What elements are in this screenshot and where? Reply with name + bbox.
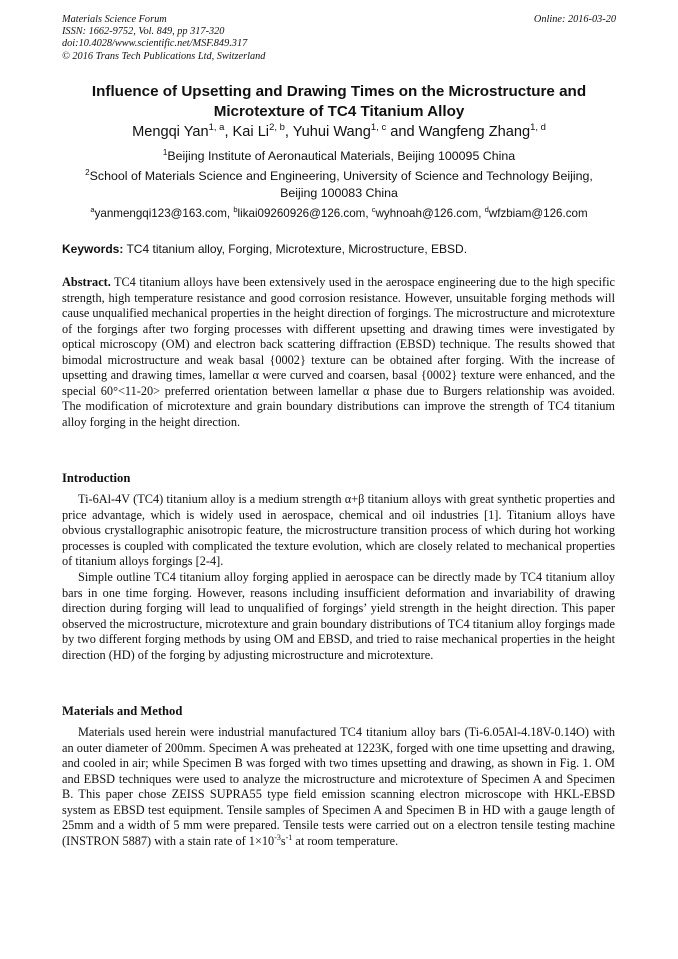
email-list (62, 206, 616, 222)
affiliation-text-line2: Beijing 100083 China (280, 186, 398, 200)
abstract (62, 275, 615, 430)
keywords (62, 241, 616, 257)
email-sup: d (484, 205, 489, 215)
author-sup: 2, b (269, 122, 285, 134)
author-name: Yuhui Wang (292, 124, 371, 140)
abstract-label: Abstract. (62, 275, 111, 289)
section-heading-methods: Materials and Method (62, 704, 183, 718)
author-sup: 1, c (370, 122, 387, 134)
methods-text-end: at room temperature. (292, 833, 399, 848)
section-heading-introduction: Introduction (62, 471, 131, 485)
author-name: Wangfeng Zhang (418, 124, 531, 140)
affiliation-sup: 1 (162, 147, 168, 157)
methods-text: Materials used herein were industrial manufactured TC4 titanium alloy bars (Ti-6.05Al-4.18V-0.14O) with an outer diameter of 200mm. Specimen A was preheated at 1223K, forged with one time upsetting and drawing, and cooled in air; while Specimen B was forged with two times upsetting and drawing, as shown in Fig. 1. OM and EBSD techniques were used to analyze the microstructure and microtexture of Specimen A and Specimen B. This paper chose ZEISS SUPRA55 type field emission scanning electron microscope with HKL-EBSD system as EBSD test equipment. Tensile samples of Specimen A and Specimen B in HD with a gauge length of 25mm and a width of 5 mm were prepared. Tensile tests were carried out on a electron tensile testing machine (INSTRON 5887) with a stain rate of 1×10 (62, 725, 615, 848)
abstract-text: TC4 titanium alloys have been extensively used in the aerospace engineering due to the high specific strength, high temperature resistance and good corrosion resistance. However, unsuitable forging methods will cause unqualified mechanical properties in the height direction of forgings. The microstructure and microtexture of the forgings after two forging processes with different upsetting and drawing times were investigated by optical microscopy (OM) and electron back scattering diffraction (EBSD) technique. The results showed that bimodal microstructure and weak basal {0002} texture can be obtained after forging. With the increase of upsetting and drawing times, lamellar α were curved and coarsen, basal {0002} texture were enhanced, and the special 60°<11-20> preferred orientation between lamellar α phase due to Burgers relationship was avoided. The modification of microtexture and grain boundary distributions can improve the strength of TC4 titanium alloy forging in the height direction. (62, 275, 615, 429)
author-sup: 1, a (208, 122, 225, 134)
methods-paragraph (62, 725, 615, 849)
author-name: Mengqi Yan (132, 124, 209, 140)
affiliation-1 (62, 148, 616, 165)
affiliation-text: Beijing Institute of Aeronautical Materials, Beijing 100095 China (167, 149, 516, 163)
exponent: -3 (274, 832, 281, 842)
author-separator: and (386, 124, 419, 140)
journal-name: Materials Science Forum (62, 14, 167, 25)
email-address: yanmengqi123@163.com, (94, 207, 234, 220)
introduction-paragraph: Simple outline TC4 titanium alloy forging applied in aerospace can be directly made by TC4 titanium alloy bars in one time forging. However, reasons including insufficient deformation and invariability of drawing direction during forging will lead to unqualified of forgings’ yield strength in the height direction. This paper observed the microstructure, microtexture and grain boundary distributions of TC4 titanium alloy forgings made by two different forging methods by using OM and EBSD, and tried to raise mechanical properties in the height direction (HD) of the forging by adjusting microstructure and microtexture. (62, 570, 615, 662)
online-date: Online: 2016-03-20 (533, 14, 616, 25)
email-address: wyhnoah@126.com, (375, 207, 485, 220)
unit-text: s (280, 833, 286, 848)
email-sup: b (233, 205, 238, 215)
author-name: Kai Li (232, 124, 270, 140)
affiliation-2 (62, 168, 616, 202)
affiliation-sup: 2 (85, 167, 90, 177)
paper-title (62, 82, 616, 122)
author-sup: 1, d (530, 122, 546, 134)
copyright-line: © 2016 Trans Tech Publications Ltd, Switzerland (62, 50, 266, 62)
email-sup: a (90, 205, 95, 215)
title-line-1: Influence of Upsetting and Drawing Times on the Microstructure and (91, 83, 587, 100)
keywords-label: Keywords: (62, 242, 124, 256)
author-separator: , (224, 124, 233, 140)
author-list (62, 123, 616, 141)
affiliation-text: School of Materials Science and Engineering, University of Science and Technology Beijing, (89, 169, 593, 183)
running-header (62, 14, 265, 63)
author-separator: , (284, 124, 293, 140)
keywords-text: TC4 titanium alloy, Forging, Microtexture, Microstructure, EBSD. (123, 242, 468, 256)
exponent: -1 (285, 832, 293, 842)
introduction-paragraph: Ti-6Al-4V (TC4) titanium alloy is a medium strength α+β titanium alloys with great synthetic properties and price advantage, which is widely used in aerospace, chemical and oil industries [1]. Titanium alloys have obvious crystallographic anisotropic feature, the microstructure transition process of which during hot working processes is coupled with complicated the texture evolution, which are closely related to mechanical properties of titanium alloys forgings [2-4]. (62, 492, 615, 568)
doi-line: doi:10.4028/www.scientific.net/MSF.849.317 (62, 38, 248, 50)
title-line-2: Microtexture of TC4 Titanium Alloy (213, 103, 465, 120)
email-sup: c (371, 205, 376, 215)
email-address: wfzbiam@126.com (488, 207, 588, 220)
issn-line: ISSN: 1662-9752, Vol. 849, pp 317-320 (62, 26, 225, 38)
email-address: likai09260926@126.com, (237, 207, 372, 220)
